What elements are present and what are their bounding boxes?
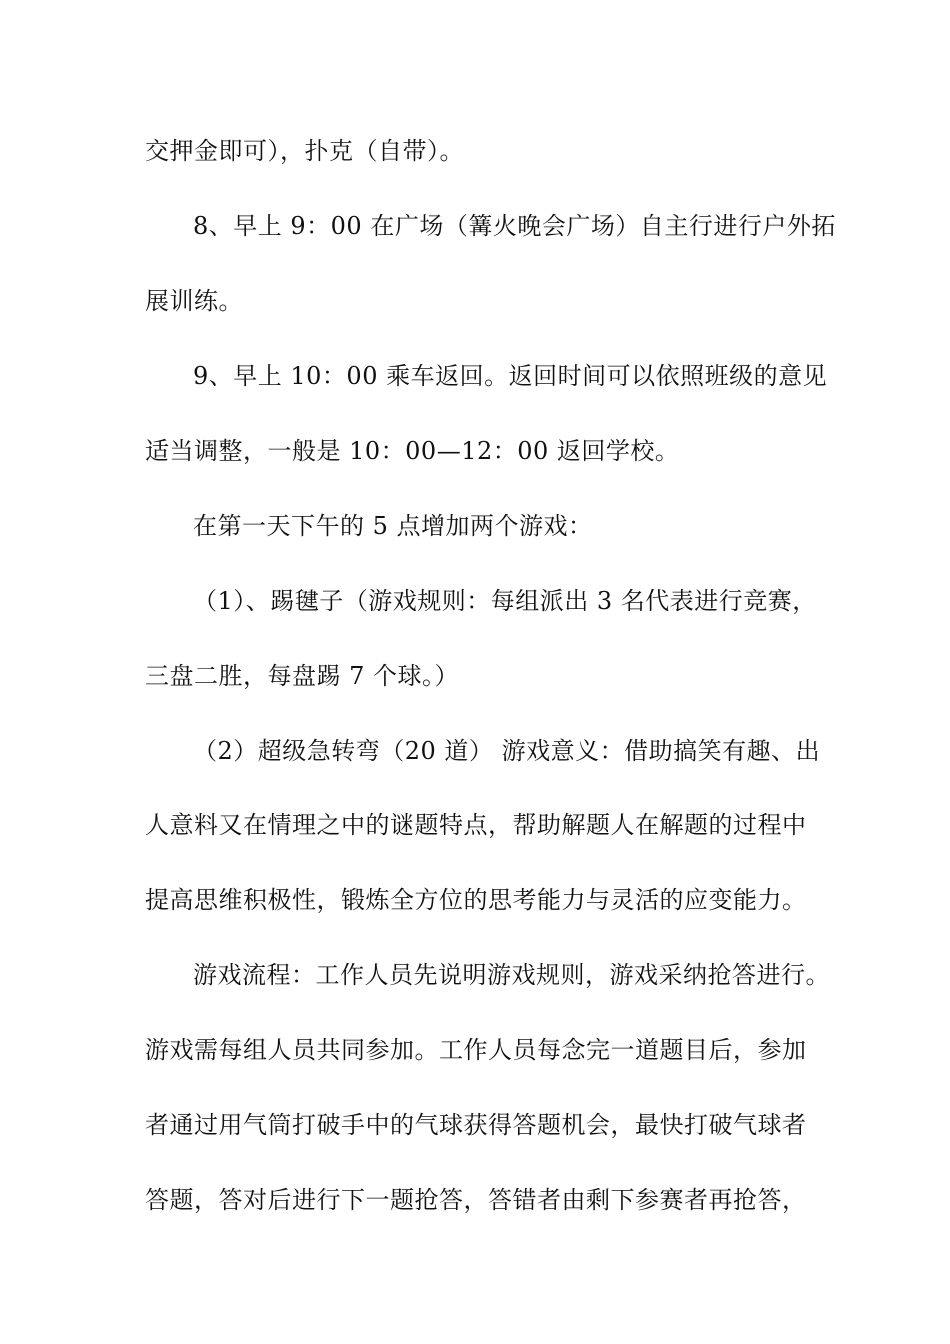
- text-line: 人意料又在情理之中的谜题特点，帮助解题人在解题的过程中: [145, 811, 807, 839]
- text-line: 8、早上 9：00 在广场（篝火晚会广场）自主行进行户外拓: [193, 212, 836, 240]
- text-line: 展训练。: [145, 287, 243, 315]
- text-line: 在第一天下午的 5 点增加两个游戏：: [193, 512, 593, 540]
- text-line: 答题，答对后进行下一题抢答，答错者由剩下参赛者再抢答，: [145, 1186, 807, 1214]
- text-line: 交押金即可），扑克（自带）。: [145, 137, 464, 165]
- text-line: 提高思维积极性，锻炼全方位的思考能力与灵活的应变能力。: [145, 886, 807, 914]
- text-line: 游戏需每组人员共同参加。工作人员每念完一道题目后，参加: [145, 1036, 807, 1064]
- text-line: 者通过用气筒打破手中的气球获得答题机会，最快打破气球者: [145, 1111, 807, 1139]
- text-line: 9、早上 10：00 乘车返回。返回时间可以依照班级的意见: [193, 362, 828, 390]
- text-line: 三盘二胜，每盘踢 7 个球。）: [145, 662, 460, 690]
- text-line: （2）超级急转弯（20 道） 游戏意义：借助搞笑有趣、出: [193, 737, 821, 765]
- text-line: 适当调整，一般是 10：00—12：00 返回学校。: [145, 437, 680, 465]
- text-line: 游戏流程：工作人员先说明游戏规则，游戏采纳抢答进行。: [193, 961, 830, 989]
- text-line: （1）、踢毽子（游戏规则：每组派出 3 名代表进行竞赛，: [193, 587, 817, 615]
